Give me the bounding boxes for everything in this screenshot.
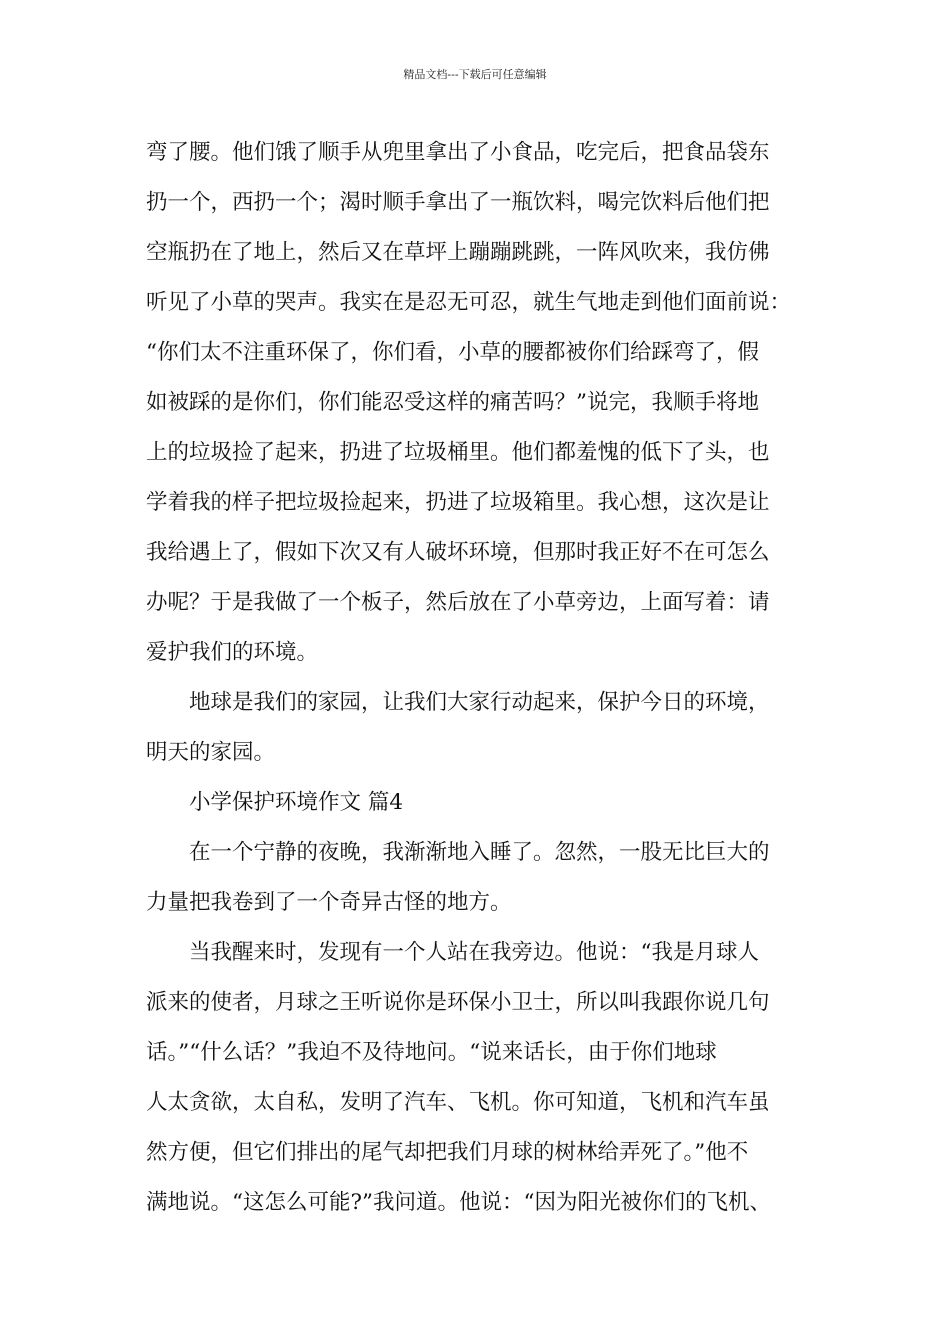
- text-line: 满地说。“这怎么可能?”我问道。他说：“因为阳光被你们的飞机、: [146, 1190, 772, 1215]
- text-line: 学着我的样子把垃圾捡起来，扔进了垃圾箱里。我心想，这次是让: [146, 490, 770, 515]
- text-line: 办呢？于是我做了一个板子，然后放在了小草旁边，上面写着：请: [146, 590, 770, 615]
- paragraph: [146, 128, 826, 678]
- text-line: 地球是我们的家园，让我们大家行动起来，保护今日的环境，: [189, 690, 770, 715]
- text-line: 空瓶扔在了地上，然后又在草坪上蹦蹦跳跳，一阵风吹来，我仿佛: [146, 240, 770, 265]
- section-heading: [146, 778, 826, 828]
- text-line: 爱护我们的环境。: [146, 640, 319, 665]
- text-line: 我给遇上了，假如下次又有人破坏环境，但那时我正好不在可怎么: [146, 540, 770, 565]
- text-line: 如被踩的是你们，你们能忍受这样的痛苦吗？”说完，我顺手将地: [146, 390, 759, 415]
- text-line: 明天的家园。: [146, 740, 276, 765]
- text-line: 在一个宁静的夜晚，我渐渐地入睡了。忽然，一股无比巨大的: [189, 840, 770, 865]
- text-line: 听见了小草的哭声。我实在是忍无可忍，就生气地走到他们面前说：: [146, 290, 792, 315]
- paragraph: [146, 678, 826, 778]
- text-line: 扔一个，西扔一个；渴时顺手拿出了一瓶饮料，喝完饮料后他们把: [146, 190, 770, 215]
- text-line: “你们太不注重环保了，你们看，小草的腰都被你们给踩弯了，假: [146, 340, 759, 365]
- page-header: 精品文档---下载后可任意编辑: [403, 68, 547, 81]
- document-body: [146, 128, 826, 1228]
- text-line: 人太贪欲，太自私，发明了汽车、飞机。你可知道，飞机和汽车虽: [146, 1090, 770, 1115]
- paragraph: [146, 828, 826, 928]
- paragraph: [146, 928, 826, 1228]
- text-line: 上的垃圾捡了起来，扔进了垃圾桶里。他们都羞愧的低下了头，也: [146, 440, 770, 465]
- text-line: 话。”“什么话？”我迫不及待地问。“说来话长，由于你们地球: [146, 1040, 717, 1065]
- section-title: 小学保护环境作文 篇4: [189, 790, 404, 815]
- text-line: 当我醒来时，发现有一个人站在我旁边。他说：“我是月球人: [189, 940, 759, 965]
- text-line: 然方便，但它们排出的尾气却把我们月球的树林给弄死了。”他不: [146, 1140, 749, 1165]
- text-line: 派来的使者，月球之王听说你是环保小卫士，所以叫我跟你说几句: [146, 990, 770, 1015]
- text-line: 弯了腰。他们饿了顺手从兜里拿出了小食品，吃完后，把食品袋东: [146, 140, 770, 165]
- text-line: 力量把我卷到了一个奇异古怪的地方。: [146, 890, 512, 915]
